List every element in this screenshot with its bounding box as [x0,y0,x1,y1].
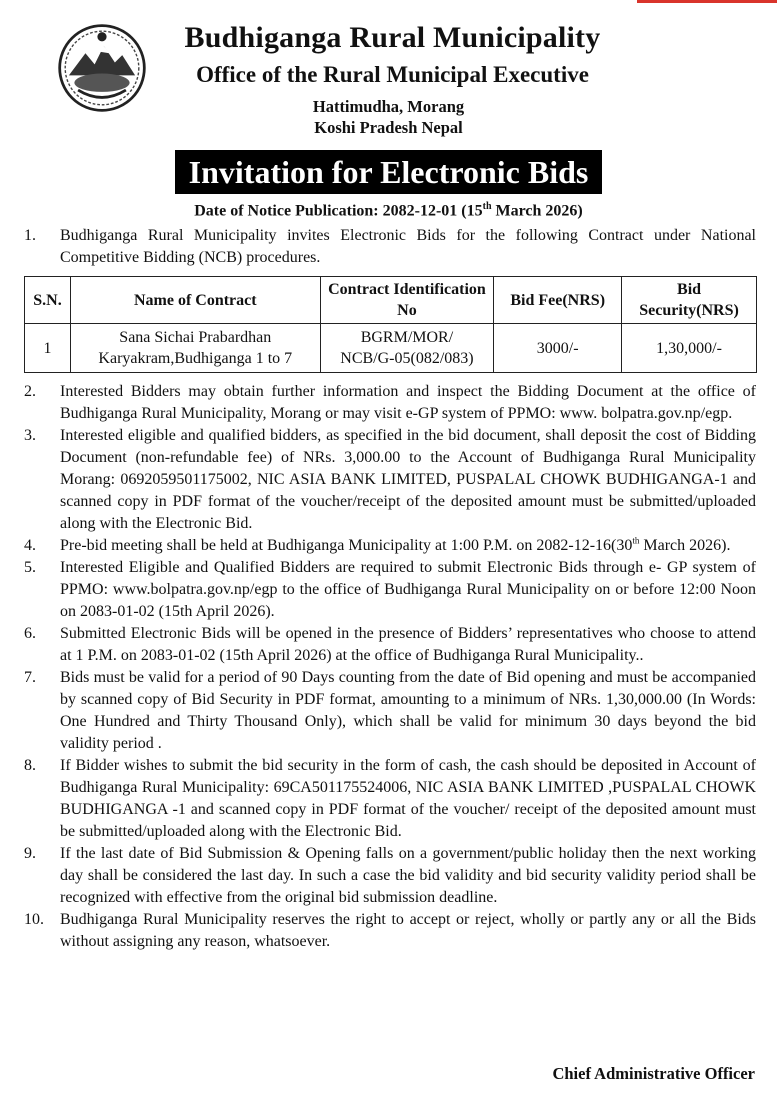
notice-item-6 [24,623,756,667]
header-bid-security: Bid Security(NRS) [622,277,757,324]
notice-item-4 [24,535,756,557]
item-number: 8. [24,757,36,774]
signature-title: Chief Administrative Officer [552,1064,755,1083]
contract-table [24,276,757,373]
item-text: If the last date of Bid Submission & Opening falls on a government/public holiday then the next working day shall be considered the last day. In such a case the bid validity and bid security validity period shall be recognized with effective from the original bid submission deadline. [60,845,756,906]
corner-accent [637,0,777,3]
notice-title: Invitation for Electronic Bids [175,150,602,194]
item-number: 3. [24,427,36,444]
item-number: 9. [24,845,36,862]
item-number: 7. [24,669,36,686]
notice-item-5 [24,557,756,623]
office-subtitle: Office of the Rural Municipal Executive [196,62,589,87]
item-text: Interested eligible and qualified bidders, as specified in the bid document, shall deposit the cost of Bidding Document (non-refundable fee) of NRs. 3,000.00 to the Account of Budhiganga Rural Municipality Morang: 0692059501175002, NIC ASIA BANK LIMITED, PUSPALAL CHOWK BUDHIGANGA-1 and scanned copy in PDF format of the voucher/receipt of the deposited amount must be submitted/uploaded along with the Electronic Bid. [60,427,756,532]
cell-bid-fee: 3000/- [494,324,622,373]
item-text: Budhiganga Rural Municipality reserves the right to accept or reject, wholly or partly any or all the Bids without assigning any reason, whatsoever. [60,911,756,950]
cell-contract-id: BGRM/MOR/ NCB/G-05(082/083) [320,324,494,373]
table-row [25,324,757,373]
item-text: Submitted Electronic Bids will be opened in the presence of Bidders’ representatives who choose to attend at 1 P.M. on 2083-01-02 (15th April 2026) at the office of Budhiganga Rural Municipality.. [60,625,756,664]
notice-items [24,225,756,953]
header-sn: S.N. [25,277,71,324]
header-contract-id: Contract Identification No [320,277,494,324]
notice-item-7 [24,667,756,755]
cell-bid-security: 1,30,000/- [622,324,757,373]
notice-item-3 [24,425,756,535]
notice-item-2 [24,381,756,425]
notice-item-1 [24,225,756,269]
header-bid-fee: Bid Fee(NRS) [494,277,622,324]
item-number: 5. [24,559,36,576]
item-number: 4. [24,537,36,554]
item-number: 2. [24,383,36,400]
item-text: Pre-bid meeting shall be held at Budhiganga Municipality at 1:00 P.M. on 2082-12-16(30th March 2026). [60,535,731,554]
item-text: Budhiganga Rural Municipality invites Electronic Bids for the following Contract under National Competitive Bidding (NCB) procedures. [60,227,756,266]
cell-sn: 1 [25,324,71,373]
item-text: Interested Bidders may obtain further information and inspect the Bidding Document at the office of Budhiganga Rural Municipality, Morang or may visit e-GP system of PPMO: www. bolpatra.gov.np/egp. [60,383,756,422]
item-text: Bids must be valid for a period of 90 Days counting from the date of Bid opening and must be accompanied by scanned copy of Bid Security in PDF format, amounting to a minimum of NRs. 1,30,000.00 (In Words: One Hundred and Thirty Thousand Only), which shall be valid for minimum 30 days beyond the bid validity period . [60,669,756,752]
notice-item-10 [24,909,756,953]
item-number: 1. [24,227,36,244]
location-line-2: Koshi Pradesh Nepal [314,118,463,137]
header-contract-name: Name of Contract [70,277,320,324]
notice-item-9 [24,843,756,909]
location-line-1: Hattimudha, Morang [312,97,465,116]
item-text: If Bidder wishes to submit the bid security in the form of cash, the cash should be deposited in Account of Budhiganga Rural Municipality: 69CA501175524006, NIC ASIA BANK LIMITED ,PUSPALAL CHOWK BUDHIGANGA -1 and scanned copy in PDF format of the voucher/ receipt of the deposited amount must be submitted/uploaded along with the Electronic Bid. [60,757,756,840]
cell-contract-name: Sana Sichai Prabardhan Karyakram,Budhiganga 1 to 7 [70,324,320,373]
municipality-title: Budhiganga Rural Municipality [184,21,601,54]
publication-date: Date of Notice Publication: 2082-12-01 (15th March 2026) [194,201,583,220]
header [0,18,777,138]
notice-item-8 [24,755,756,843]
item-number: 10. [24,911,44,928]
item-text: Interested Eligible and Qualified Bidders are required to submit Electronic Bids through e- GP system of PPMO: www.bolpatra.gov.np/egp to the office of Budhiganga Rural Municipality on or before 12:00 Noon on 2083-01-02 (15th April 2026). [60,559,756,620]
table-header-row [25,277,757,324]
item-number: 6. [24,625,36,642]
